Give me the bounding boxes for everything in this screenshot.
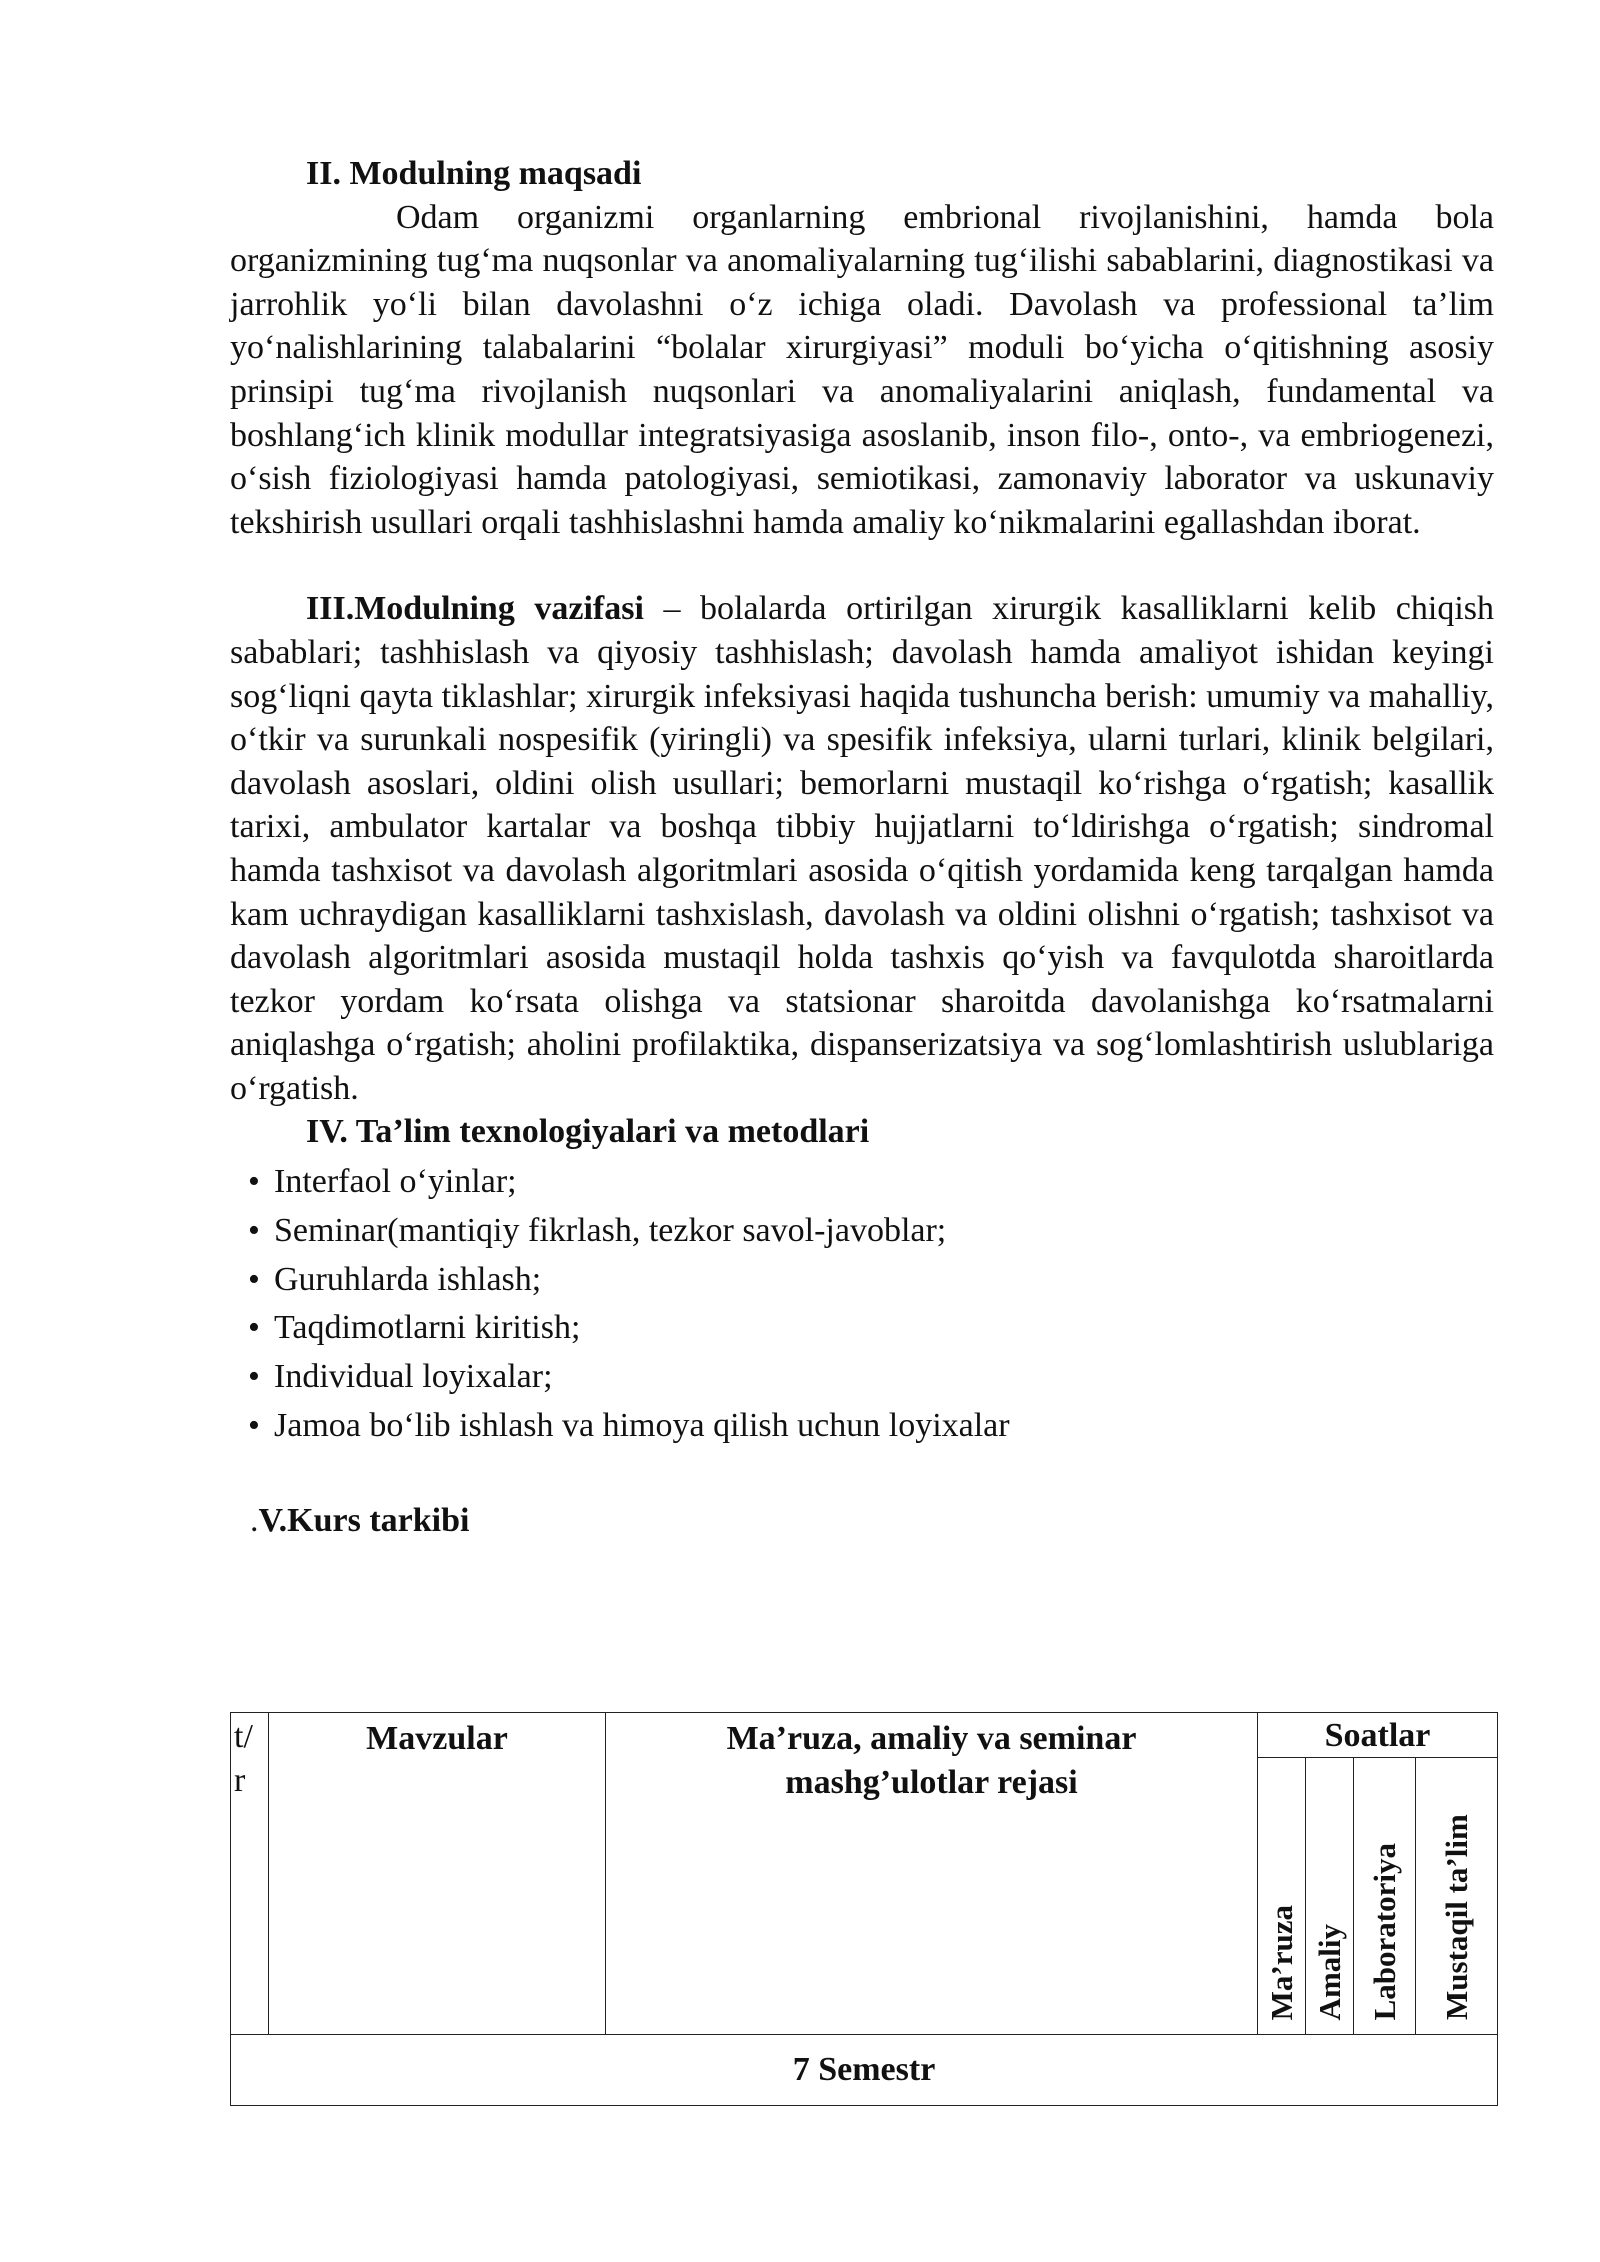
header-number: t/ r	[231, 1713, 269, 2035]
header-topics: Mavzular	[269, 1713, 606, 2035]
header-laboratory	[1354, 1758, 1416, 2035]
section-2-heading: II. Modulning maqsadi	[306, 155, 642, 192]
bullet-icon: •	[248, 1260, 260, 1298]
header-lecture	[1258, 1758, 1306, 2035]
section-3-heading: III.Modulning vazifasi	[306, 590, 644, 628]
bullet-icon: •	[248, 1211, 260, 1249]
bullet-icon: •	[248, 1407, 260, 1445]
section-5-heading	[250, 1499, 1494, 1542]
header-practical-label: Amaliy	[1311, 1923, 1347, 2020]
list-item-text: Individual loyixalar;	[274, 1358, 553, 1396]
spacer	[230, 544, 1494, 587]
section-5-title: V.Kurs tarkibi	[258, 1501, 470, 1539]
list-item	[248, 1304, 1494, 1353]
semester-row: 7 Semestr	[231, 2035, 1498, 2106]
bullet-icon: •	[248, 1358, 260, 1396]
list-item-text: Seminar(mantiqiy fikrlash, tezkor savol-javoblar;	[274, 1211, 947, 1249]
bullet-icon: •	[248, 1163, 260, 1201]
list-item-text: Taqdimotlarni kiritish;	[274, 1309, 581, 1347]
section-2-text: Odam organizmi organlarning embrional rivojlanishini, hamda bola organizmining tug‘ma nuqsonlar va anomaliyalarning tug‘ilishi sabablarini, diagnostikasi va jarrohlik yo‘li bilan davolashni o‘z ichiga oladi. Davolash va professional ta’lim yo‘nalishlarining talabalarini “bolalar xirurgiyasi” moduli bo‘yicha o‘qitishning asosiy prinsipi tug‘ma rivojlanish nuqsonlari va anomaliyalarini aniqlash, fundamental va boshlang‘ich klinik modullar integratsiyasiga asoslanib, inson filo-, onto-, va embriogenezi, o‘sish fiziologiyasi hamda patologiyasi, semiotikasi, zamonaviy laborator va uskunaviy tekshirish usullari orqali tashhislashni hamda amaliy ko‘nikmalarini egallashdan iborat.	[230, 198, 1494, 541]
list-item-text: Interfaol o‘yinlar;	[274, 1163, 517, 1201]
header-plan: Ma’ruza, amaliy va seminar mashg’ulotlar rejasi	[606, 1713, 1258, 2035]
list-item	[248, 1353, 1494, 1402]
methods-list	[230, 1158, 1494, 1451]
section-3-paragraph	[230, 587, 1494, 1110]
list-item-text: Jamoa bo‘lib ishlash va himoya qilish uchun loyixalar	[274, 1407, 1010, 1445]
header-hours: Soatlar	[1258, 1713, 1498, 1758]
header-practical	[1306, 1758, 1354, 2035]
list-item	[248, 1158, 1494, 1207]
header-laboratory-label: Laboratoriya	[1366, 1842, 1402, 2020]
document-page	[230, 152, 1494, 1542]
section-3-text: – bolalarda ortirilgan xirurgik kasalliklarni kelib chiqish sabablari; tashhislash va qiyosiy tashhislash; davolash hamda amaliyot ishidan keyingi sog‘liqni qayta tiklashlar; xirurgik infeksiyasi haqida tushuncha berish: umumiy va mahalliy, o‘tkir va surunkali nospesifik (yiringli) va spesifik infeksiya, ularni turlari, klinik belgilari, davolash asoslari, oldini olish usullari; bemorlarni mustaqil ko‘rishga o‘rgatish; kasallik tarixi, ambulator kartalar va boshqa tibbiy hujjatlarni to‘ldirishga o‘rgatish; sindromal hamda tashxisot va davolash algoritmlari asosida o‘qitish yordamida keng tarqalgan hamda kam uchraydigan kasalliklarni tashxislash, davolash va oldini olishni o‘rgatish; tashxisot va davolash algoritmlari asosida mustaqil holda tashxis qo‘yish va favqulotda sharoitlarda tezkor yordam ko‘rsata olishga va statsionar sharoitda davolanishga ko‘rsatmalarni aniqlashga o‘rgatish; aholini profilaktika, dispanserizatsiya va sog‘lomlashtirish uslublariga o‘rgatish.	[230, 590, 1495, 1107]
header-independent-label: Mustaqil ta’lim	[1438, 1814, 1474, 2020]
list-item	[248, 1207, 1494, 1256]
section-5-prefix: .	[250, 1501, 259, 1539]
header-independent	[1416, 1758, 1498, 2035]
course-plan-table	[230, 1712, 1498, 2106]
bullet-icon: •	[248, 1309, 260, 1347]
list-item	[248, 1402, 1494, 1451]
section-4-heading: IV. Ta’lim texnologiyalari va metodlari	[306, 1113, 870, 1151]
list-item-text: Guruhlarda ishlash;	[274, 1260, 542, 1298]
list-item	[248, 1256, 1494, 1305]
header-lecture-label: Ma’ruza	[1263, 1904, 1299, 2020]
